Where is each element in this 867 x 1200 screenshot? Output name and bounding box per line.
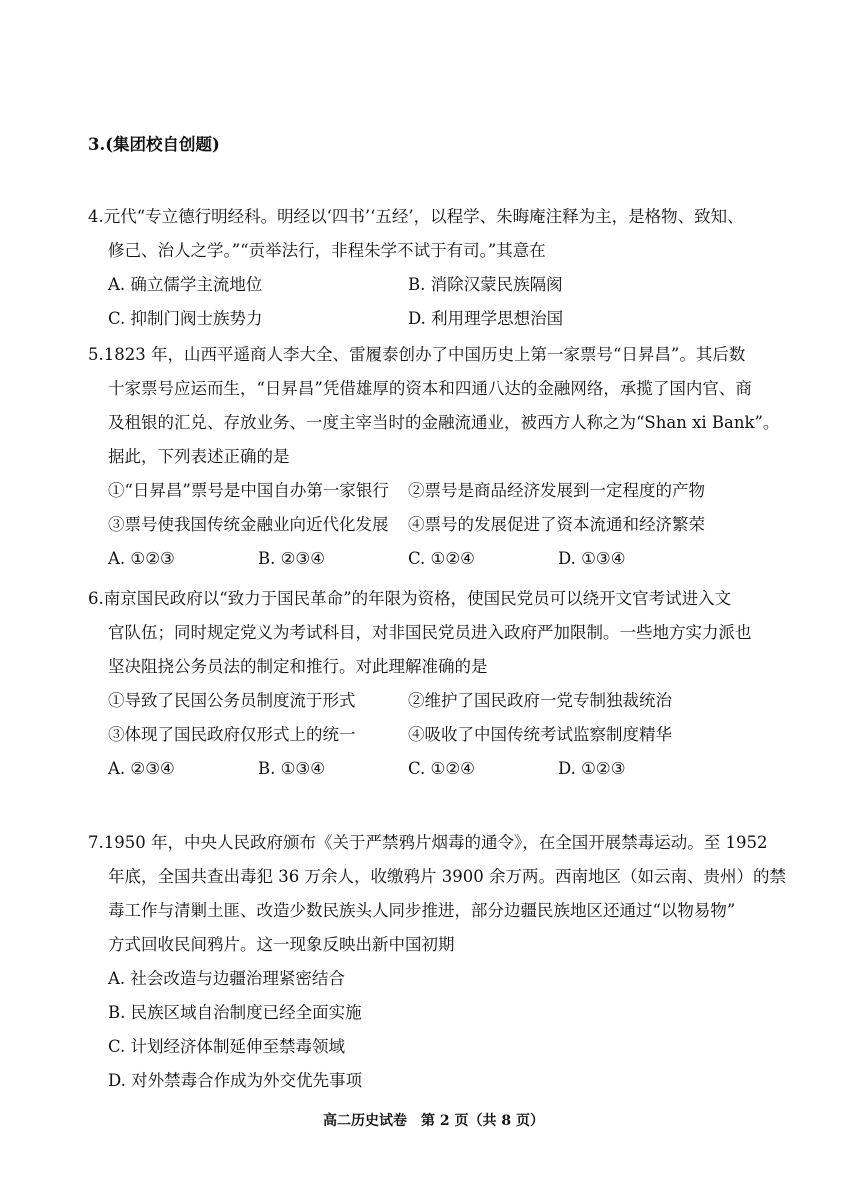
question-stem-line: 坚决阻挠公务员法的制定和推行。对此理解准确的是 (108, 657, 488, 676)
question-stem-line: 6.南京国民政府以“致力于国民革命”的年限为资格，使国民党员可以绕开文官考试进入文 (88, 589, 732, 608)
option-b[interactable]: B. 消除汉蒙民族隔阂 (408, 275, 563, 294)
option-d[interactable]: D. 利用理学思想治国 (408, 309, 564, 328)
page-footer: 高二历史试卷 第 2 页（共 8 页） (323, 1113, 544, 1129)
option-b[interactable]: B. 民族区域自治制度已经全面实施 (108, 1003, 362, 1022)
question-stem-line: 方式回收民间鸦片。这一现象反映出新中国初期 (108, 935, 455, 954)
question-source-tag: (集团校自创题) (105, 135, 220, 154)
option-d[interactable]: D. ①③④ (558, 549, 626, 568)
question-stem-line: 5.1823 年，山西平遥商人李大全、雷履泰创办了中国历史上第一家票号“日昇昌”。其后数 (88, 345, 746, 364)
question-stem-line: 修己、治人之学。”“贡举法行，非程朱学不试于有司。”其意在 (108, 241, 546, 260)
option-d[interactable]: D. ①②③ (558, 759, 626, 778)
option-b[interactable]: B. ①③④ (258, 759, 325, 778)
option-row (88, 542, 748, 576)
statement-4: ④吸收了中国传统考试监察制度精华 (408, 725, 672, 744)
question-4 (88, 200, 748, 336)
question-5 (88, 338, 780, 576)
question-number: 5. (88, 345, 104, 364)
option-a[interactable]: A. 社会改造与边疆治理紧密结合 (108, 969, 345, 988)
option-c[interactable]: C. ①②④ (408, 549, 475, 568)
option-d[interactable]: D. 对外禁毒合作成为外交优先事项 (108, 1071, 363, 1090)
question-7 (88, 826, 786, 1098)
option-c[interactable]: C. 抑制门阀士族势力 (108, 309, 263, 328)
question-stem-line: 年底，全国共查出毒犯 36 万余人，收缴鸦片 3900 余万两。西南地区（如云南、贵州）的禁 (108, 867, 786, 886)
statement-3: ③票号使我国传统金融业向近代化发展 (108, 515, 389, 534)
option-a[interactable]: A. ①②③ (108, 549, 175, 568)
statement-1: ①导致了民国公务员制度流于形式 (108, 691, 356, 710)
question-stem-line: 7.1950 年，中央人民政府颁布《关于严禁鸦片烟毒的通令》，在全国开展禁毒运动。至 1952 (88, 833, 768, 852)
question-number: 4. (88, 207, 104, 226)
question-number: 7. (88, 833, 104, 852)
question-stem-line: 据此，下列表述正确的是 (108, 447, 290, 466)
statement-1: ①“日昇昌”票号是中国自办第一家银行 (108, 481, 389, 500)
question-3-line (88, 128, 748, 162)
option-c[interactable]: C. ①②④ (408, 759, 475, 778)
option-b[interactable]: B. ②③④ (258, 549, 325, 568)
option-a[interactable]: A. 确立儒学主流地位 (108, 275, 263, 294)
option-row (88, 268, 748, 302)
statement-2: ②票号是商品经济发展到一定程度的产物 (408, 481, 705, 500)
option-row (88, 302, 748, 336)
question-stem-line: 十家票号应运而生，“日昇昌”凭借雄厚的资本和四通八达的金融网络，承揽了国内官、商 (108, 379, 752, 398)
statement-row (88, 474, 748, 508)
option-row (88, 752, 748, 786)
question-3 (88, 128, 748, 162)
question-stem-line: 4.元代“专立德行明经科。明经以‘四书’‘五经’，以程学、朱晦庵注释为主，是格物、致知、 (88, 207, 744, 226)
question-number: 3. (88, 135, 106, 154)
statement-4: ④票号的发展促进了资本流通和经济繁荣 (408, 515, 705, 534)
question-number: 6. (88, 589, 104, 608)
question-6 (88, 582, 752, 786)
option-a[interactable]: A. ②③④ (108, 759, 175, 778)
question-stem-line: 毒工作与清剿土匪、改造少数民族头人同步推进，部分边疆民族地区还通过“以物易物” (108, 901, 736, 920)
option-c[interactable]: C. 计划经济体制延伸至禁毒领域 (108, 1037, 346, 1056)
statement-row (88, 718, 748, 752)
statement-row (88, 508, 748, 542)
statement-3: ③体现了国民政府仅形式上的统一 (108, 725, 356, 744)
statement-2: ②维护了国民政府一党专制独裁统治 (408, 691, 672, 710)
question-stem-line: 官队伍；同时规定党义为考试科目，对非国民党员进入政府严加限制。一些地方实力派也 (108, 623, 752, 642)
statement-row (88, 684, 748, 718)
question-stem-line: 及租银的汇兑、存放业务、一度主宰当时的金融流通业，被西方人称之为“Shan xi Bank”。 (108, 413, 780, 432)
